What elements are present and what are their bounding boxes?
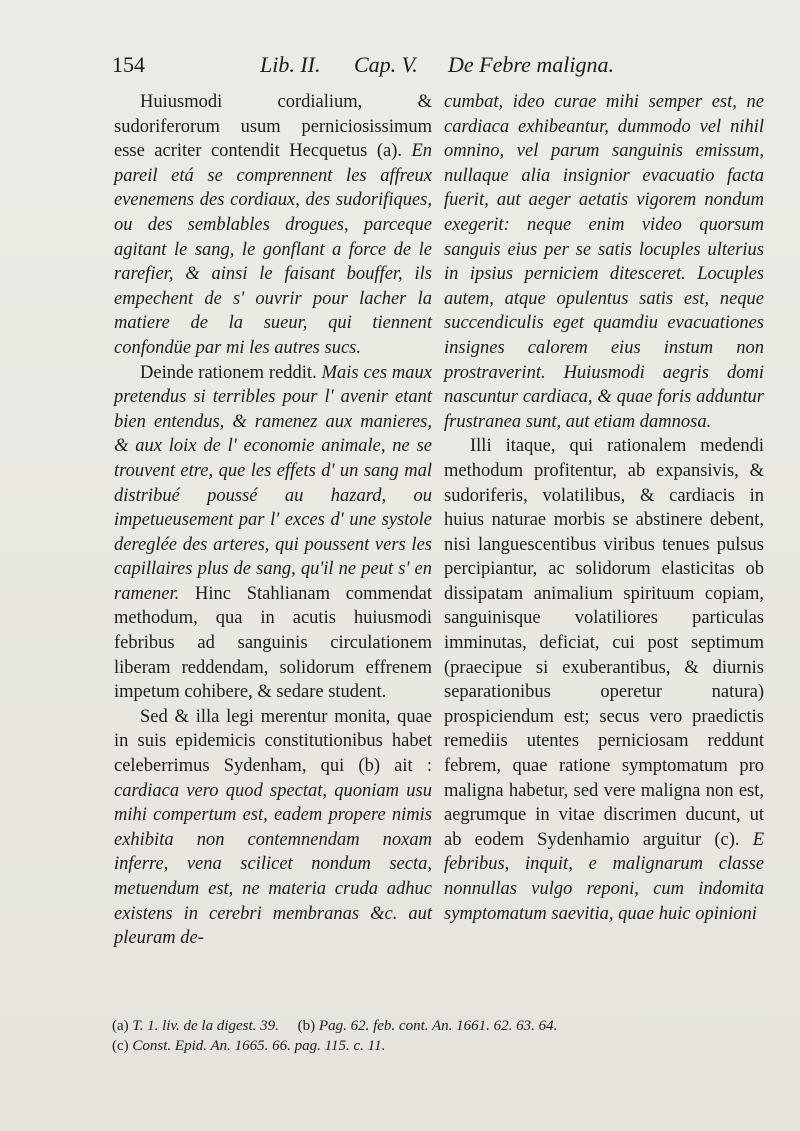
footnote-b: Pag. 62. feb. cont. An. 1661. 62. 63. 64. <box>318 1018 558 1034</box>
paragraph <box>114 705 432 951</box>
latin-quotation: cardiaca vero quod spectat, quoniam usu mihi compertum est, eadem propere nimis exhibita non contemnendam noxam inferre, vena scilicet nondum secta, metuendum est, ne materia cruda adhuc existens in cerebri membranas &c. aut pleuram de- <box>114 780 432 949</box>
paragraph <box>114 90 432 361</box>
footnote-marker-a: (a) <box>112 1018 129 1034</box>
footnote-marker-c: (c) <box>112 1038 129 1054</box>
chapter-title: De Febre maligna. <box>448 52 614 77</box>
footnotes <box>112 1016 778 1056</box>
footnote-row <box>112 1036 778 1056</box>
paragraph <box>444 434 764 926</box>
french-quotation: En pareil etá se comprennent les affreux evenemens des cordiaux, des sudorifiques, ou des semblables drogues, parceque agitant le sang, le gonflant a force de le rarefier, & ainsi le faisant bouffer, ils empechent de s' ouvrir pour lacher la matiere de la sueur, qui tiennent confondüe par mi les autres sucs. <box>114 141 433 358</box>
footnote-c: Const. Epid. An. 1665. 66. pag. 115. c. 11. <box>132 1038 386 1054</box>
right-column <box>444 90 764 926</box>
latin-quotation: E febribus, inquit, e malignarum classe nonnullas vulgo reponi, cum indomita symptomatum saevitia, quae huic opinioni <box>444 829 765 924</box>
latin-text: Huiusmodi cordialium, & sudoriferorum usum perniciosissimum esse acriter contendit Hecquetus (a). <box>114 92 432 162</box>
chapter-label: Cap. V. <box>354 52 418 77</box>
latin-text: Deinde rationem reddit. <box>140 362 317 383</box>
latin-text: Sed & illa legi merentur monita, quae in suis epidemicis constitutionibus habet celeberrimus Sydenham, qui (b) ait : <box>114 706 432 777</box>
latin-text: Illi itaque, qui rationalem medendi methodum profitentur, ab expansivis, & sudoriferis, volatilibus, & cardiacis in huius naturae morbis se abstinere debent, nisi languescentibus viribus tenues pulsus percipiantur, ac solidorum elasticitas ob dissipatam animalium spirituum copiam, sanguinisque volatiliores particulas imminutas, deficiat, cui post septimum (praecipue si exuberantibus, & diurnis separationibus operetur natura) prospiciendum est; secus vero praedictis remediis utentes perniciosam reddunt febrem, quae ratione symptomatum pro maligna habetur, sed vere maligna non est, aegrumque in vitae discrimen ducunt, ut ab eodem Sydenhamio arguitur (c). <box>444 436 764 850</box>
latin-text: Hinc Stahlianam commendat methodum, qua in acutis huiusmodi febribus ad sanguinis circulationem liberam reddendam, solidorum effrenem impetum cohibere, & sedare student. <box>114 583 433 703</box>
paragraph <box>114 361 432 705</box>
footnote-row <box>112 1016 778 1036</box>
paragraph-continued: cumbat, ideo curae mihi semper est, ne cardiaca exhibeantur, dummodo vel nihil omnino, vel parum sanguinis emissum, nullaque alia insignior evacuatio facta fuerit, aut aeger aetatis vigorem nondum exegerit: neque enim video quorsum sanguis eius per se satis locuples ulterius in ipsius perniciem ditesceret. Locuples autem, atque opulentus satis est, neque succendiculis eget quamdiu evacuationes insignes calorem eius instum non prostraverint. Huiusmodi aegris domi nascuntur cardiaca, & quae foris adduntur frustranea sunt, aut etiam damnosa. <box>444 92 764 432</box>
page-number: 154 <box>112 52 145 77</box>
footnote-a: T. 1. liv. de la digest. 39. <box>132 1018 279 1034</box>
french-quotation: Mais ces maux pretendus si terribles pour l' avenir etant bien entendus, & ramenez aux manieres, & aux loix de l' economie animale, ne se trouvent etre, que les effets d' un sang mal distribué poussé au hazard, ou impetueusement par l' exces d' une systole dereglée des arteres, qui poussent vers les capillaires plus de sang, qu'il ne peut s' en ramener. <box>114 362 433 604</box>
book-label: Lib. II. <box>260 52 321 77</box>
left-column <box>114 90 432 951</box>
footnote-marker-b: (b) <box>297 1018 316 1034</box>
running-head <box>112 52 772 82</box>
